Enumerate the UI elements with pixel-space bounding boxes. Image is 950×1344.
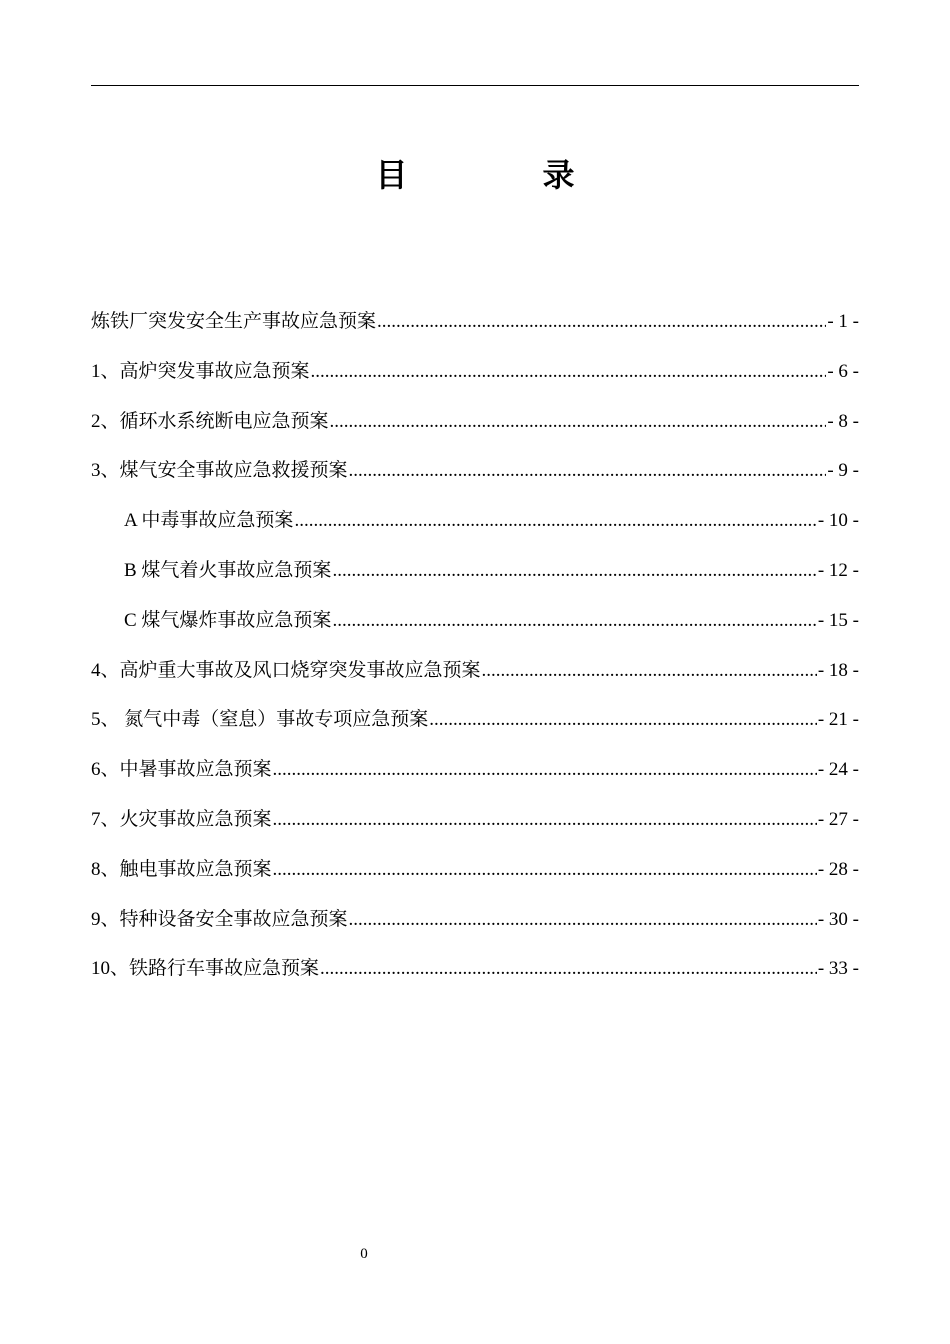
toc-entry-page: - 30 - [817, 908, 859, 930]
header-rule [91, 85, 859, 86]
toc-subentry[interactable] [91, 505, 859, 555]
toc-entry-label: 8、触电事故应急预案 [91, 858, 272, 880]
toc-entry-label: 9、特种设备安全事故应急预案 [91, 908, 348, 930]
table-of-contents [91, 306, 859, 1003]
page-title-char-2: 录 [542, 156, 575, 194]
toc-entry[interactable] [91, 356, 859, 406]
toc-dot-leader [311, 356, 827, 388]
toc-entry-label: 炼铁厂突发安全生产事故应急预案 [91, 311, 377, 332]
page-title-char-1: 目 [375, 156, 408, 194]
toc-entry-label: 2、循环水系统断电应急预案 [91, 410, 329, 432]
toc-dot-leader [294, 505, 816, 537]
toc-entry-page: - 10 - [817, 510, 859, 532]
toc-entry-page: - 12 - [817, 559, 859, 581]
toc-entry[interactable] [91, 904, 859, 954]
toc-entry-page: - 18 - [817, 659, 859, 681]
toc-dot-leader [273, 804, 817, 836]
toc-entry-label: C 煤气爆炸事故应急预案 [124, 609, 332, 631]
page-number: 0 [360, 1246, 368, 1262]
toc-entry-page: - 9 - [827, 460, 859, 482]
toc-entry-page: - 21 - [817, 709, 859, 731]
toc-entry[interactable] [91, 655, 859, 705]
toc-entry-page: - 28 - [817, 858, 859, 880]
toc-entry[interactable] [91, 455, 859, 505]
toc-entry-page: - 8 - [827, 410, 859, 432]
toc-dot-leader [273, 754, 817, 786]
toc-entry-label: B 煤气着火事故应急预案 [124, 559, 332, 581]
toc-dot-leader [320, 953, 817, 985]
toc-subentry[interactable] [91, 555, 859, 605]
toc-entry[interactable] [91, 804, 859, 854]
toc-entry[interactable] [91, 406, 859, 456]
toc-entry-page: - 33 - [817, 958, 859, 980]
toc-dot-leader [330, 406, 827, 438]
toc-entry-label: 7、火灾事故应急预案 [91, 808, 272, 830]
toc-subentry[interactable] [91, 605, 859, 655]
toc-dot-leader [482, 655, 817, 687]
toc-entry-label: 1、高炉突发事故应急预案 [91, 360, 310, 382]
page-title [0, 150, 950, 200]
toc-entry-page: - 1 - [827, 311, 859, 332]
toc-entry-label: 6、中暑事故应急预案 [91, 759, 272, 781]
toc-entry-page: - 24 - [817, 759, 859, 781]
toc-entry-page: - 6 - [827, 360, 859, 382]
toc-entry[interactable] [91, 306, 859, 356]
toc-entry[interactable] [91, 854, 859, 904]
toc-entry[interactable] [91, 704, 859, 754]
toc-dot-leader [273, 854, 817, 886]
toc-dot-leader [377, 306, 826, 338]
toc-entry-label: 3、煤气安全事故应急救援预案 [91, 460, 348, 482]
toc-entry-page: - 15 - [817, 609, 859, 631]
toc-entry-label: A 中毒事故应急预案 [124, 510, 294, 532]
toc-dot-leader [349, 455, 827, 487]
toc-dot-leader [429, 704, 817, 736]
toc-dot-leader [332, 605, 816, 637]
toc-entry-page: - 27 - [817, 808, 859, 830]
toc-entry-label: 4、高炉重大事故及风口烧穿突发事故应急预案 [91, 659, 481, 681]
toc-entry-label: 5、 氮气中毒（窒息）事故专项应急预案 [91, 709, 429, 731]
toc-entry-label: 10、铁路行车事故应急预案 [91, 958, 320, 980]
toc-entry[interactable] [91, 953, 859, 1003]
toc-dot-leader [332, 555, 816, 587]
toc-dot-leader [349, 904, 817, 936]
toc-entry[interactable] [91, 754, 859, 804]
